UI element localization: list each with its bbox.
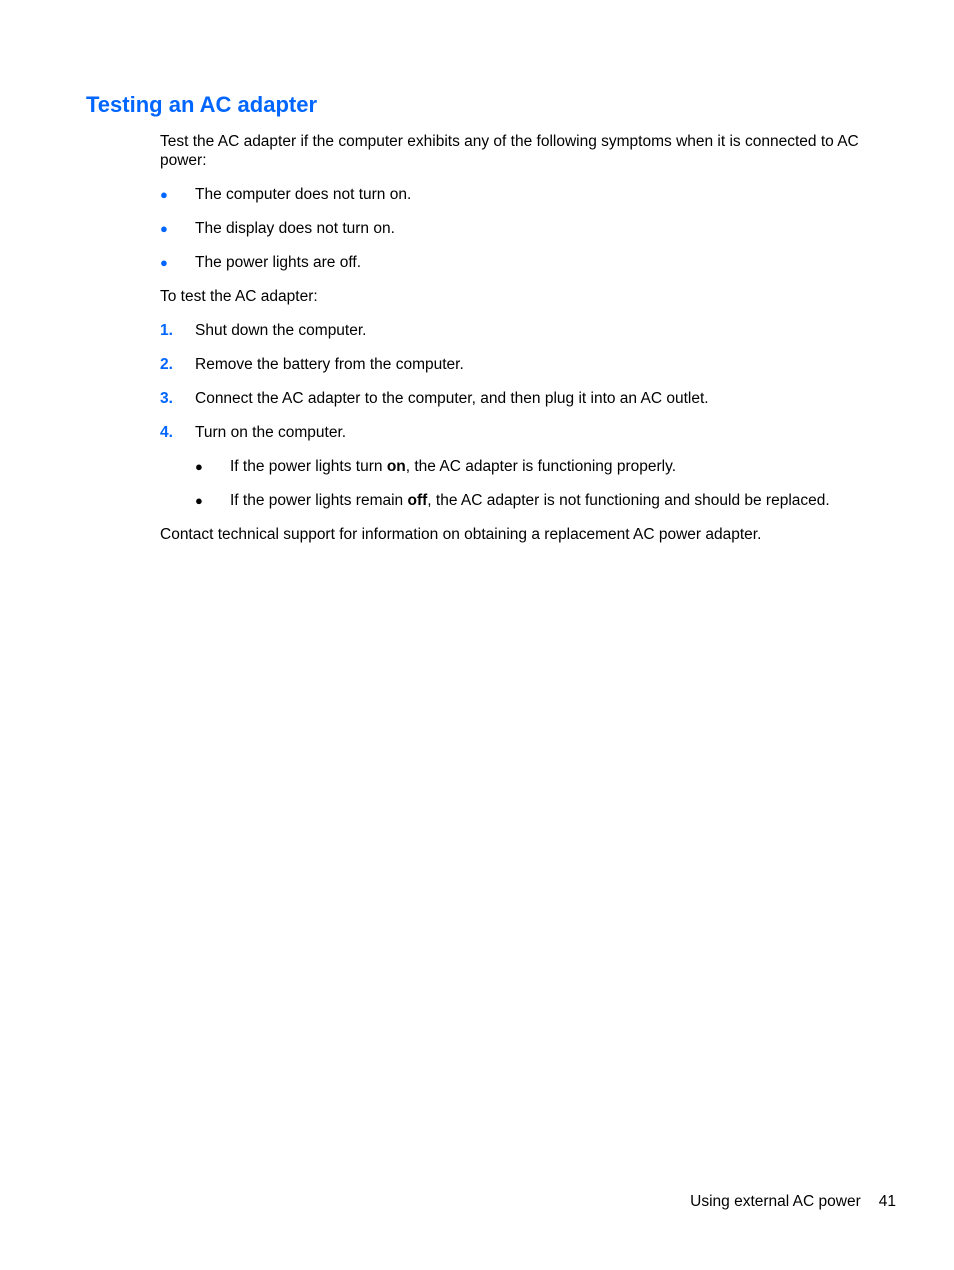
list-item	[160, 355, 880, 374]
list-item	[160, 185, 880, 204]
to-test-paragraph: To test the AC adapter:	[160, 288, 318, 305]
symptom-text: The display does not turn on.	[195, 220, 395, 237]
result-list	[195, 457, 880, 510]
result-text-after: , the AC adapter is functioning properly.	[405, 458, 677, 475]
result-keyword: on	[386, 458, 406, 475]
symptom-text: The computer does not turn on.	[195, 186, 412, 203]
list-item	[195, 491, 880, 510]
list-item	[160, 423, 880, 510]
step-number: 3.	[160, 390, 173, 407]
page-title: Testing an AC adapter	[86, 92, 318, 117]
step-text: Shut down the computer.	[195, 322, 367, 339]
intro-paragraph: Test the AC adapter if the computer exhibits any of the following symptoms when it is connected to AC power:	[160, 133, 859, 169]
list-item	[160, 389, 880, 408]
footer-section-title: Using external AC power	[690, 1193, 861, 1210]
list-item	[160, 321, 880, 340]
result-text-after: , the AC adapter is not functioning and should be replaced.	[427, 492, 830, 509]
step-text: Remove the battery from the computer.	[195, 356, 464, 373]
step-number: 4.	[160, 424, 173, 441]
list-item	[195, 457, 880, 476]
result-text-before: If the power lights remain	[230, 492, 408, 509]
result-keyword: off	[407, 492, 428, 509]
step-number: 1.	[160, 322, 173, 339]
bullet-icon: ●	[195, 459, 203, 474]
list-item	[160, 253, 880, 272]
bullet-icon: ●	[195, 493, 203, 508]
bullet-icon: ●	[160, 221, 168, 236]
bullet-icon: ●	[160, 187, 168, 202]
symptom-text: The power lights are off.	[195, 254, 361, 271]
page-number: 41	[878, 1193, 896, 1210]
result-text-before: If the power lights turn	[230, 458, 387, 475]
steps-list	[160, 321, 880, 510]
step-text: Turn on the computer.	[195, 424, 347, 441]
document-body	[160, 132, 880, 544]
list-item	[160, 219, 880, 238]
step-number: 2.	[160, 356, 173, 373]
bullet-icon: ●	[160, 255, 168, 270]
contact-paragraph: Contact technical support for information on obtaining a replacement AC power adapter.	[160, 526, 762, 543]
page-footer	[690, 1192, 896, 1211]
symptom-list	[160, 185, 880, 272]
step-text: Connect the AC adapter to the computer, and then plug it into an AC outlet.	[195, 390, 709, 407]
